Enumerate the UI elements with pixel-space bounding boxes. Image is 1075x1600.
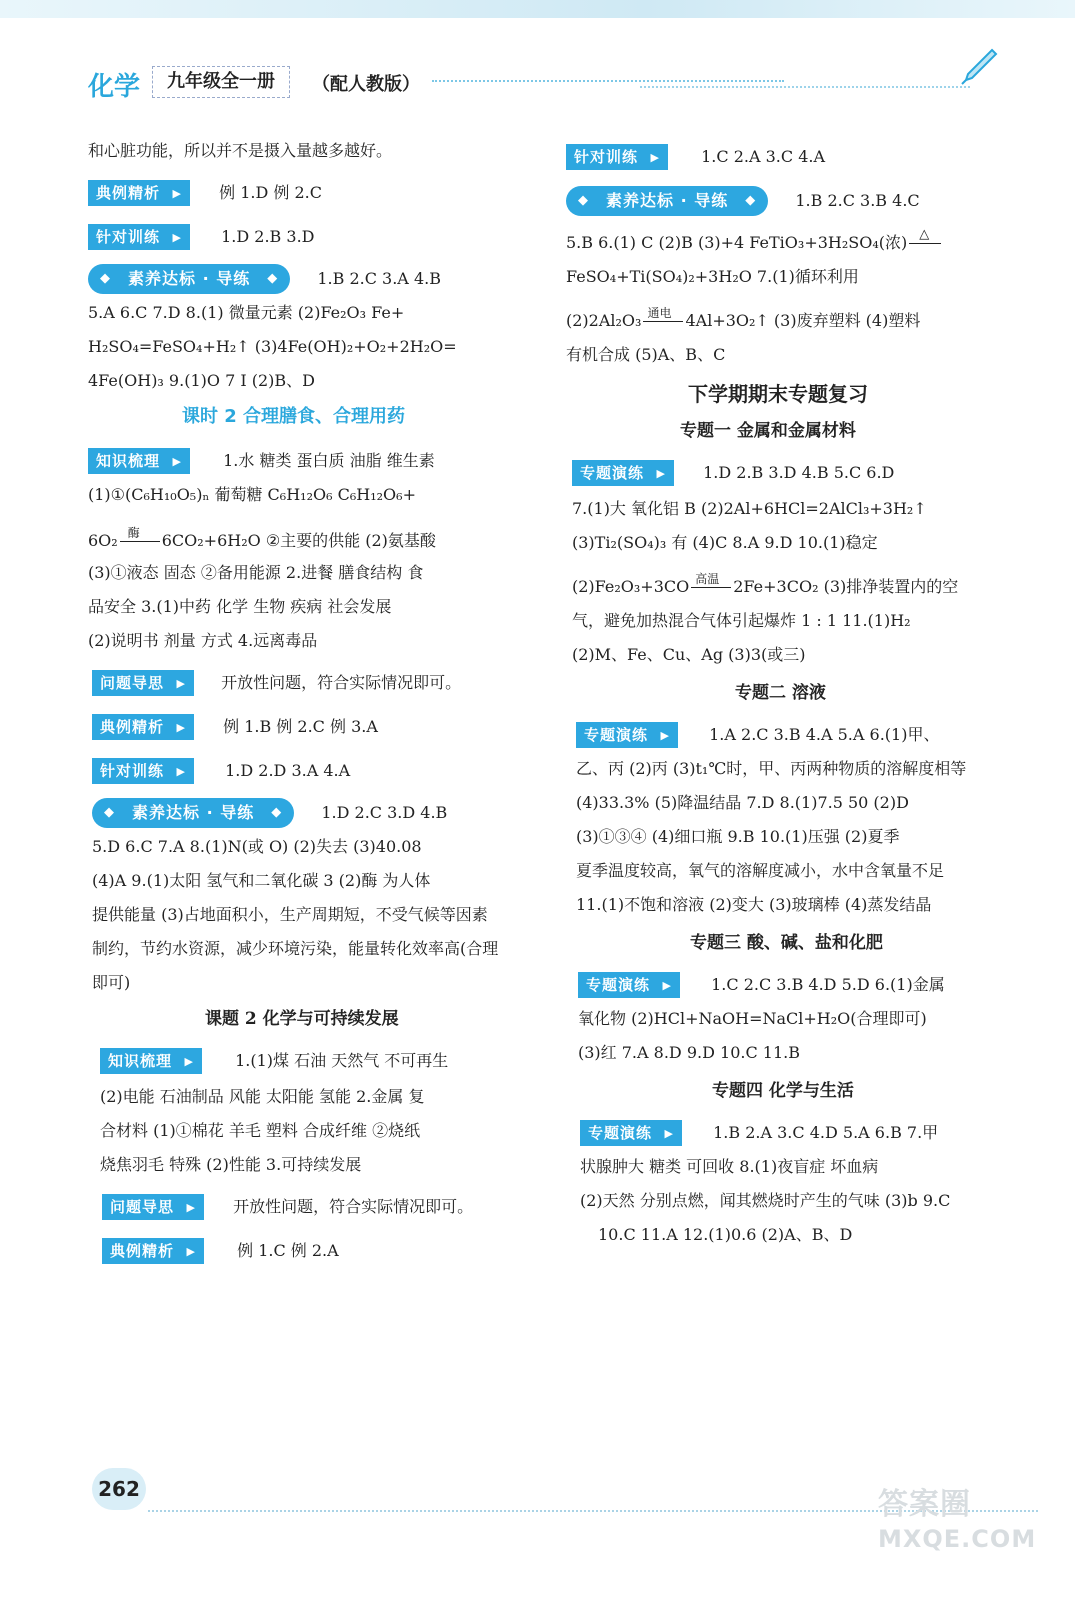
lesson-heading: 课时 2 合理膳食、合理用药 [182, 406, 406, 427]
answer-row [92, 714, 378, 740]
answer-row [102, 1238, 339, 1264]
text-line: (3)①液态 固态 ②备用能源 2.进餐 膳食结构 食 [88, 563, 424, 582]
section-tag-literacy: ◆ 素养达标 · 导练 ◆ [92, 798, 294, 828]
section-tag-practice: 针对训练 ▶ [92, 758, 194, 784]
answer-text: 1.D 2.B 3.D 4.B 5.C 6.D [703, 462, 895, 482]
text-line: (2)说明书 剂量 方式 4.远离毒品 [88, 631, 318, 650]
top-band [0, 0, 1075, 18]
text-line: (2)2Al₂O₃ 通电 4Al+3O₂↑ (3)废弃塑料 (4)塑料 [566, 306, 921, 330]
text-line: 和心脏功能，所以并不是摄入量越多越好。 [88, 141, 393, 160]
section-tag-example: 典例精析 ▶ [102, 1238, 204, 1264]
text-line: 夏季温度较高，氧气的溶解度减小，水中含氧量不足 [576, 861, 945, 880]
text-line: (4)33.3% (5)降温结晶 7.D 8.(1)7.5 50 (2)D [576, 793, 909, 812]
text-line: 状腺肿大 糖类 可回收 8.(1)夜盲症 坏血病 [580, 1157, 879, 1176]
text-line: (3)红 7.A 8.D 9.D 10.C 11.B [578, 1043, 800, 1062]
answer-row [92, 670, 461, 696]
text-line: (2)M、Fe、Cu、Ag (3)3(或三) [572, 645, 806, 664]
section-tag-knowledge: 知识梳理 ▶ [88, 448, 190, 474]
answer-row [100, 1048, 448, 1074]
text-line: 5.B 6.(1) C (2)B (3)+4 FeTiO₃+3H₂SO₄(浓) △ [566, 232, 941, 254]
answer-row [88, 180, 322, 206]
answer-text: 开放性问题，符合实际情况即可。 [221, 672, 462, 692]
section-tag-drill: 专题演练 ▶ [576, 722, 678, 748]
answer-row [88, 448, 435, 474]
answer-text: 例 1.B 例 2.C 例 3.A [223, 716, 378, 736]
answer-row [580, 1120, 938, 1146]
answer-row [572, 460, 894, 486]
watermark: 答案圈 MXQE.COM [878, 1487, 1037, 1553]
section-tag-literacy: ◆ 素养达标 · 导练 ◆ [88, 264, 290, 294]
section-tag-drill: 专题演练 ▶ [578, 972, 680, 998]
topic-heading: 专题三 酸、碱、盐和化肥 [690, 933, 883, 953]
text-line: 11.(1)不饱和溶液 (2)变大 (3)玻璃棒 (4)蒸发结晶 [576, 895, 932, 914]
text-line: 气，避免加热混合气体引起爆炸 1 : 1 11.(1)H₂ [572, 611, 911, 630]
review-heading: 下学期期末专题复习 [688, 382, 868, 406]
answer-text: 1.D 2.B 3.D [221, 226, 315, 246]
section-tag-practice: 针对训练 ▶ [88, 224, 190, 250]
answer-row [92, 758, 350, 784]
answer-text: 开放性问题，符合实际情况即可。 [233, 1196, 474, 1216]
text-line: 提供能量 (3)占地面积小，生产周期短，不受气候等因素 [92, 905, 488, 924]
header-edition: （配人教版） [312, 74, 420, 95]
answer-text: 例 1.C 例 2.A [237, 1240, 339, 1260]
answer-text: 1.(1)煤 石油 天然气 不可再生 [235, 1050, 449, 1070]
text-line: 品安全 3.(1)中药 化学 生物 疾病 社会发展 [88, 597, 392, 616]
answer-text: 1.B 2.C 3.A 4.B [317, 268, 441, 288]
section-tag-literacy: ◆ 素养达标 · 导练 ◆ [566, 186, 768, 216]
answer-row [88, 224, 315, 250]
section-tag-knowledge: 知识梳理 ▶ [100, 1048, 202, 1074]
answer-row [578, 972, 945, 998]
text-line: (2)电能 石油制品 风能 太阳能 氢能 2.金属 复 [100, 1087, 425, 1106]
answer-row [102, 1194, 473, 1220]
answer-text: 1.D 2.C 3.D 4.B [321, 802, 448, 822]
text-line: (4)A 9.(1)太阳 氢气和二氧化碳 3 (2)酶 为人体 [92, 871, 431, 890]
text-line: (2)Fe₂O₃+3CO 高温 2Fe+3CO₂ (3)排净装置内的空 [572, 572, 959, 596]
page-number: 262 [92, 1468, 146, 1510]
text-line: 合材料 (1)①棉花 羊毛 塑料 合成纤维 ②烧纸 [100, 1121, 421, 1140]
text-line: 6O₂ 酶 6CO₂+6H₂O ②主要的供能 (2)氨基酸 [88, 526, 436, 550]
header-divider [432, 80, 784, 82]
text-line: 5.A 6.C 7.D 8.(1) 微量元素 (2)Fe₂O₃ Fe+ [88, 303, 405, 322]
text-line: 4Fe(OH)₃ 9.(1)O 7 I (2)B、D [88, 371, 315, 390]
text-line: 有机合成 (5)A、B、C [566, 345, 726, 364]
header-divider-2 [640, 86, 970, 88]
text-line: 氧化物 (2)HCl+NaOH=NaCl+H₂O(合理即可) [578, 1009, 927, 1028]
text-line: 5.D 6.C 7.A 8.(1)N(或 O) (2)失去 (3)40.08 [92, 837, 422, 856]
text-line: FeSO₄+Ti(SO₄)₂+3H₂O 7.(1)循环利用 [566, 267, 859, 286]
text-line: 烧焦羽毛 特殊 (2)性能 3.可持续发展 [100, 1155, 362, 1174]
text-line: (3)①③④ (4)细口瓶 9.B 10.(1)压强 (2)夏季 [576, 827, 900, 846]
answer-text: 1.D 2.D 3.A 4.A [225, 760, 351, 780]
answer-row [566, 186, 920, 216]
header-subject: 化学 [88, 72, 141, 102]
text-line: 即可) [92, 973, 131, 992]
answer-text: 例 1.D 例 2.C [219, 182, 322, 202]
section-tag-example: 典例精析 ▶ [92, 714, 194, 740]
topic-heading: 课题 2 化学与可持续发展 [205, 1009, 399, 1029]
text-line: 乙、丙 (2)丙 (3)t₁℃时，甲、丙两种物质的溶解度相等 [576, 759, 967, 778]
answer-text: 1.C 2.C 3.B 4.D 5.D 6.(1)金属 [711, 974, 945, 994]
topic-heading: 专题一 金属和金属材料 [680, 421, 856, 441]
text-line: (1)①(C₆H₁₀O₅)ₙ 葡萄糖 C₆H₁₂O₆ C₆H₁₂O₆+ [88, 485, 416, 504]
topic-heading: 专题二 溶液 [735, 683, 826, 703]
answer-row [88, 264, 441, 294]
answer-text: 1.B 2.C 3.B 4.C [795, 190, 920, 210]
text-line: (3)Ti₂(SO₄)₃ 有 (4)C 8.A 9.D 10.(1)稳定 [572, 533, 878, 552]
answer-text: 1.A 2.C 3.B 4.A 5.A 6.(1)甲、 [709, 724, 940, 744]
answer-text: 1.C 2.A 3.C 4.A [701, 146, 826, 166]
section-tag-drill: 专题演练 ▶ [572, 460, 674, 486]
answer-row [576, 722, 939, 748]
section-tag-drill: 专题演练 ▶ [580, 1120, 682, 1146]
section-tag-question: 问题导思 ▶ [102, 1194, 204, 1220]
section-tag-practice: 针对训练 ▶ [566, 144, 668, 170]
text-line: 制约，节约水资源，减少环境污染，能量转化效率高(合理 [92, 939, 499, 958]
text-line: 10.C 11.A 12.(1)0.6 (2)A、B、D [598, 1225, 853, 1244]
answer-text: 1.水 糖类 蛋白质 油脂 维生素 [223, 450, 435, 470]
text-line: 7.(1)大 氧化铝 B (2)2Al+6HCl=2AlCl₃+3H₂↑ [572, 499, 927, 518]
answer-row [566, 144, 825, 170]
section-tag-example: 典例精析 ▶ [88, 180, 190, 206]
topic-heading: 专题四 化学与生活 [712, 1081, 854, 1101]
text-line: H₂SO₄=FeSO₄+H₂↑ (3)4Fe(OH)₂+O₂+2H₂O= [88, 337, 457, 356]
header-grade: 九年级全一册 [152, 66, 290, 98]
pen-icon [958, 46, 998, 86]
text-line: (2)天然 分别点燃，闻其燃烧时产生的气味 (3)b 9.C [580, 1191, 951, 1210]
section-tag-question: 问题导思 ▶ [92, 670, 194, 696]
answer-row [92, 798, 447, 828]
answer-text: 1.B 2.A 3.C 4.D 5.A 6.B 7.甲 [713, 1122, 939, 1142]
